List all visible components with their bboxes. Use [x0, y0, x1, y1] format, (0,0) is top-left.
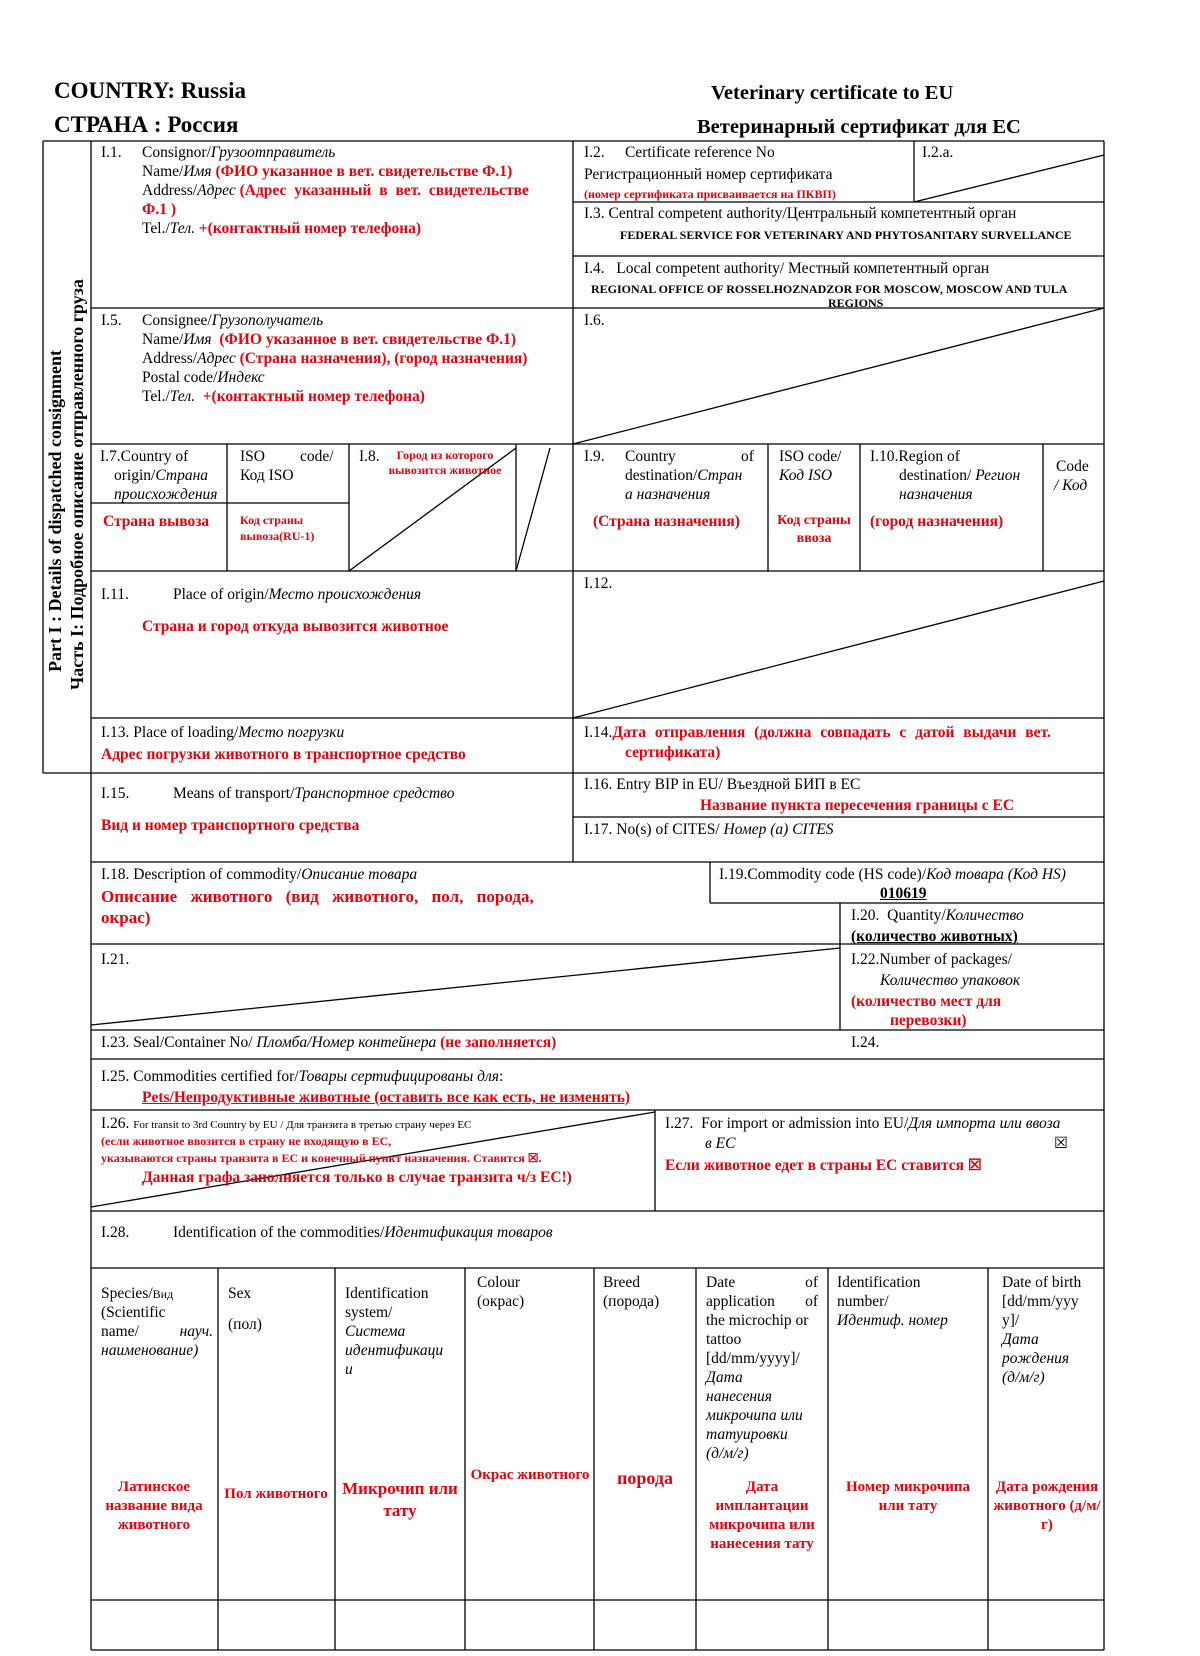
- col-id-system-header: Identification system/ Система идентификаци и: [345, 1285, 444, 1378]
- application-date-value[interactable]: Дата имплантации микрочипа или нанесения тату: [709, 1479, 815, 1552]
- id-number-value[interactable]: Номер микрочипа или тату: [845, 1479, 971, 1514]
- consignee-name[interactable]: Name/Имя (ФИО указанное в вет. свидетельстве Ф.1): [142, 331, 517, 348]
- col-species-header: Species/Вид (Scientific name/ науч. наименование): [101, 1285, 213, 1359]
- i28-label: I.28.: [101, 1224, 130, 1241]
- i17-title[interactable]: I.17. No(s) of CITES/ Номер (а) CITES: [584, 821, 834, 838]
- i10-code-ru: / Код: [1054, 477, 1088, 494]
- i3-value: FEDERAL SERVICE FOR VETERINARY AND PHYTOSANITARY SURVELLANCE: [620, 228, 1072, 242]
- consignor-address-cont: Ф.1 ): [142, 201, 176, 218]
- i13-title: I.13. Place of loading/Место погрузки: [101, 724, 345, 741]
- i24-label: I.24.: [851, 1034, 880, 1051]
- i10-label: I.10.Region of: [870, 448, 960, 465]
- hs-code-value[interactable]: 010619: [880, 885, 927, 902]
- i9-label: I.9.: [584, 448, 605, 465]
- consignee-address[interactable]: Address/Адрес (Страна назначения), (город назначения): [142, 350, 528, 367]
- consignor-name[interactable]: Name/Имя (ФИО указанное в вет. свидетельстве Ф.1): [142, 163, 513, 180]
- region-of-destination-value[interactable]: (город назначения): [870, 513, 1004, 530]
- i26-value-1[interactable]: (если животное ввозится в страну не входящую в ЕС,: [101, 1134, 392, 1148]
- colour-value[interactable]: Окрас животного: [470, 1467, 590, 1483]
- i10-line3: назначения: [899, 486, 973, 503]
- i15-label: I.15.: [101, 785, 130, 802]
- part-label-ru: Часть I: Подробное описание отправленного груза: [67, 279, 87, 690]
- i26-title: I.26. For transit to 3rd Country by EU / Для транзита в третью страну через ЕС: [101, 1115, 472, 1132]
- i9-destination: destination/Стран: [625, 467, 743, 484]
- part-label-en: Part I : Details of dispatched consignment: [45, 350, 65, 672]
- consignor-tel[interactable]: Tel./Тел. +(контактный номер телефона): [142, 220, 422, 237]
- i11-label: I.11.: [101, 586, 129, 603]
- i3-title: I.3. Central competent authority/Центральный компетентный орган: [584, 205, 1017, 222]
- consignor-address[interactable]: Address/Адрес (Адрес указанный в вет. свидетельстве: [142, 182, 529, 199]
- entry-bip-value[interactable]: Название пункта пересечения границы с ЕС: [700, 797, 1015, 814]
- i20-title: I.20. Quantity/Количество: [851, 907, 1024, 924]
- i10-code: Code: [1056, 458, 1089, 475]
- i1-label: I.1.: [101, 144, 122, 161]
- i26-value-2: указываются страны транзита в ЕС и конечный пункт назначения. Ставится ☒.: [101, 1151, 542, 1165]
- i27-title: I.27. For import or admission into EU/Для импорта или ввоза: [665, 1115, 1061, 1132]
- i7-line2: origin/Страна: [114, 467, 209, 484]
- i26-value-3: Данная графа заполняется только в случае транзита ч/з ЕС!): [142, 1169, 572, 1186]
- description-value-cont: окрас): [101, 908, 151, 927]
- col-sex-header: Sex (пол): [228, 1285, 262, 1333]
- i9-of: of: [741, 448, 754, 465]
- i14-value-cont: сертификата): [625, 744, 721, 761]
- country-of-origin-value[interactable]: Страна вывоза: [103, 513, 210, 530]
- col-colour-header: Colour (окрас): [477, 1274, 525, 1310]
- i8-label: I.8.: [359, 448, 380, 465]
- place-of-loading-value[interactable]: Адрес погрузки животного в транспортное средство: [101, 746, 466, 763]
- i14-value[interactable]: I.14.Дата отправления (должна совпадать с датой выдачи вет.: [584, 724, 1051, 741]
- birth-date-value[interactable]: Дата рождения животного (д/м/г): [993, 1479, 1101, 1533]
- species-value[interactable]: Латинское название вида животного: [105, 1479, 203, 1533]
- i4-value-cont: REGIONS: [828, 296, 884, 310]
- iso-destination-value[interactable]: Код страны ввоза: [777, 513, 851, 546]
- i25-title: I.25. Commodities certified for/Товары сертифицированы для:: [101, 1068, 504, 1085]
- sex-value[interactable]: Пол животного: [224, 1486, 328, 1502]
- i12-label: I.12.: [584, 575, 613, 592]
- i6-label: I.6.: [584, 312, 605, 329]
- i19-title: I.19.Commodity code (HS code)/Код товара (Код HS): [719, 866, 1066, 883]
- country-of-destination-value[interactable]: (Страна назначения): [593, 513, 740, 530]
- col-id-number-header: Identification number/ Идентиф. номер: [837, 1274, 948, 1329]
- col-breed-header: Breed (порода): [603, 1274, 660, 1310]
- packages-value[interactable]: (количество мест для: [851, 993, 1002, 1010]
- i9-iso: ISO code/: [779, 448, 842, 465]
- description-value[interactable]: Описание животного (вид животного, пол, порода,: [101, 887, 534, 906]
- i27-title-cont: в ЕС: [705, 1135, 736, 1152]
- i9-iso-ru: Код ISO: [779, 467, 833, 484]
- consignor-title: Consignor/Грузоотправитель: [142, 144, 336, 161]
- i22-title: I.22.Number of packages/: [851, 951, 1012, 968]
- breed-value[interactable]: порода: [617, 1468, 673, 1488]
- i21-label: I.21.: [101, 951, 130, 968]
- i27-value[interactable]: Если животное едет в страны ЕС ставится ☒: [665, 1157, 982, 1174]
- i2-label: I.2.: [584, 144, 605, 161]
- i4-title: I.4. Local competent authority/ Местный компетентный орган: [584, 260, 990, 277]
- i7-iso: ISO: [240, 448, 265, 465]
- i10-line2: destination/ Регион: [899, 467, 1021, 484]
- id-system-value[interactable]: Микрочип или тату: [342, 1479, 458, 1520]
- consignee-postal[interactable]: Postal code/Индекс: [142, 369, 265, 386]
- place-of-origin-value[interactable]: Страна и город откуда вывозится животное: [142, 618, 449, 635]
- consignee-title: Consignee/Грузополучатель: [142, 312, 324, 329]
- i8-value[interactable]: Город из которого вывозится животное: [388, 448, 502, 477]
- packages-value-cont: перевозки): [890, 1012, 967, 1029]
- i2a-label: I.2.a.: [922, 144, 954, 161]
- i27-checkbox-icon[interactable]: ☒: [1054, 1135, 1068, 1152]
- place-of-origin-title: Place of origin/Место происхождения: [173, 586, 422, 603]
- i28-title: Identification of the commodities/Идентификация товаров: [173, 1224, 553, 1241]
- i18-title: I.18. Description of commodity/Описание товара: [101, 866, 418, 883]
- consignee-tel[interactable]: Tel./Тел. +(контактный номер телефона): [142, 388, 425, 405]
- certificate-title-en: Veterinary certificate to EU: [711, 82, 954, 104]
- col-birth-date-header: Date of birth [dd/mm/yyy y]/ Дата рождения (д/м/г): [1002, 1274, 1082, 1386]
- certificate-reference-title-ru: Регистрационный номер сертификата: [584, 166, 833, 183]
- means-of-transport-title: Means of transport/Транспортное средство: [173, 785, 455, 802]
- quantity-value[interactable]: (количество животных): [851, 928, 1018, 945]
- i7-iso-ru: Код ISO: [240, 467, 294, 484]
- i7-code: code/: [300, 448, 334, 465]
- i7-line3: происхождения: [114, 486, 218, 503]
- i16-title: I.16. Entry BIP in EU/ Въездной БИП в ЕС: [584, 776, 861, 793]
- i4-value: REGIONAL OFFICE OF ROSSELHOZNADZOR FOR MOSCOW, MOSCOW AND TULA: [591, 282, 1068, 296]
- i5-label: I.5.: [101, 312, 122, 329]
- i7-label: I.7.Country of: [100, 448, 189, 465]
- iso-origin-value[interactable]: Код страны вывоза(RU-1): [240, 513, 315, 543]
- commodities-certified-value[interactable]: Pets/Непродуктивные животные (оставить все как есть, не изменять): [142, 1089, 631, 1106]
- certificate-title-ru: Ветеринарный сертификат для ЕС: [697, 116, 1021, 138]
- means-of-transport-value[interactable]: Вид и номер транспортного средства: [101, 817, 360, 834]
- i9-line3: а назначения: [625, 486, 711, 503]
- certificate-reference-note[interactable]: (номер сертификата присваивается на ПКВП): [584, 187, 836, 201]
- country-title-ru: СТРАНА : Россия: [54, 112, 239, 137]
- col-application-date-header: Date of application of the microchip or tattoo [dd/mm/yyyy]/ Дата нанесения микрочипа или татуировки (д/м/г): [706, 1274, 818, 1462]
- i22-title-ru: Количество упаковок: [880, 972, 1021, 989]
- certificate-reference-title: Certificate reference No: [625, 144, 775, 161]
- country-title-en: COUNTRY: Russia: [54, 78, 246, 103]
- i9-country: Country: [625, 448, 676, 465]
- i23-title[interactable]: I.23. Seal/Container No/ Пломба/Номер контейнера (не заполняется): [101, 1034, 557, 1051]
